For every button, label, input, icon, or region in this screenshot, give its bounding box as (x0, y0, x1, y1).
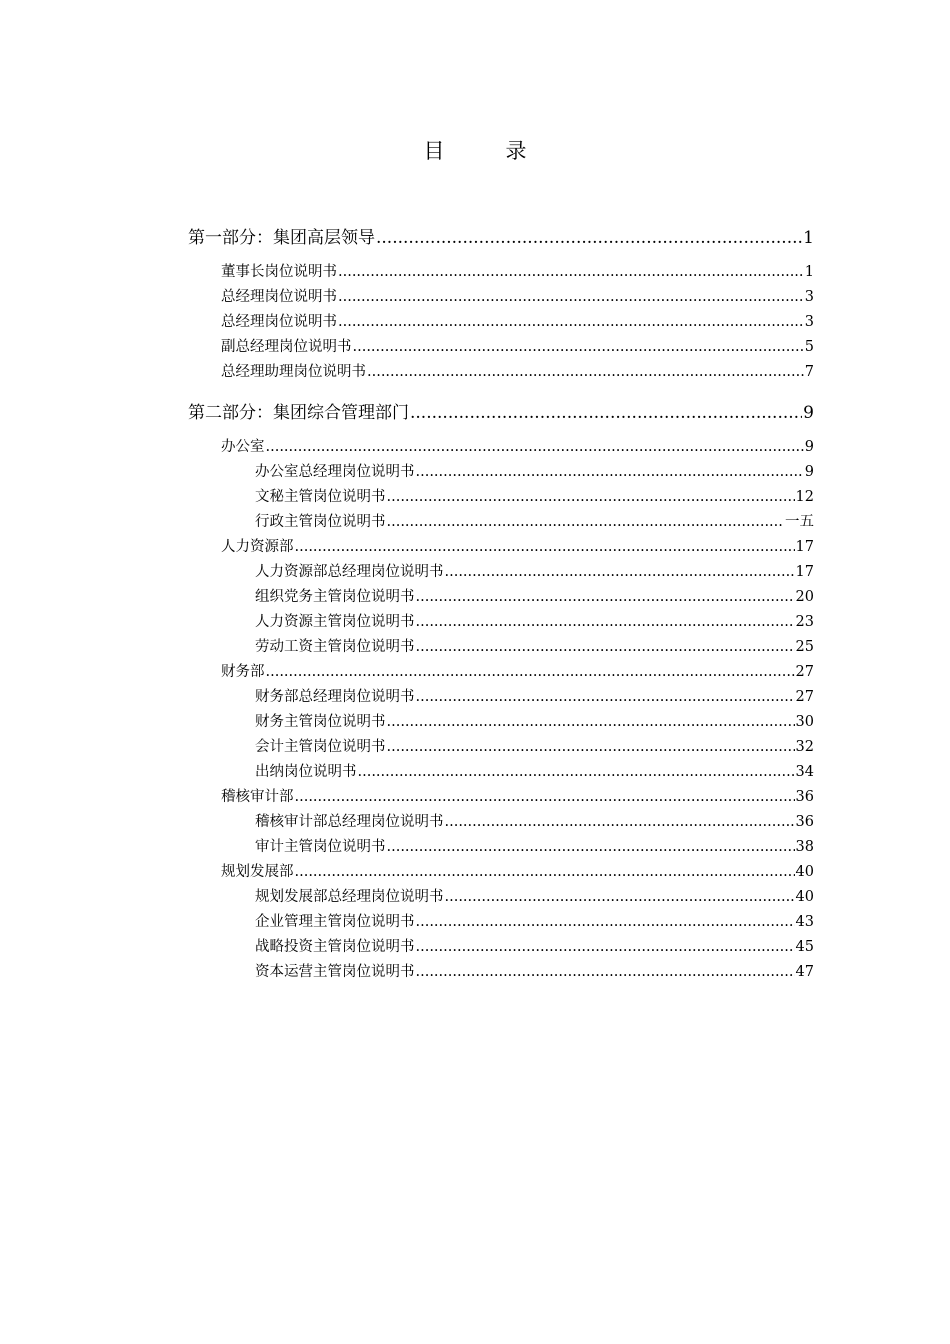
toc-page-number: 47 (795, 964, 814, 980)
toc-leader-dots (338, 310, 804, 335)
toc-entry[interactable] (188, 660, 814, 685)
toc-page-number: 1 (803, 228, 814, 248)
toc-entry-label: 战略投资主管岗位说明书 (255, 939, 415, 955)
toc-entry-label: 总经理岗位说明书 (221, 289, 337, 305)
toc-leader-dots (358, 760, 795, 785)
toc-entry-label: 审计主管岗位说明书 (255, 839, 386, 855)
toc-page-number: 5 (804, 339, 814, 355)
toc-page-number: 7 (804, 364, 814, 380)
toc-page-number: 17 (795, 539, 814, 555)
toc-entry-label: 文秘主管岗位说明书 (255, 489, 386, 505)
toc-section-entry[interactable] (188, 397, 814, 429)
toc-entry[interactable] (188, 285, 814, 310)
toc-entry-label: 副总经理岗位说明书 (221, 339, 352, 355)
toc-leader-dots (387, 735, 795, 760)
toc-leader-dots (387, 835, 795, 860)
toc-entry-label: 办公室总经理岗位说明书 (255, 464, 415, 480)
toc-leader-dots (295, 785, 795, 810)
toc-page-number: 23 (795, 614, 814, 630)
toc-entry[interactable] (188, 535, 814, 560)
toc-leader-dots (266, 435, 804, 460)
toc-page-number: 12 (795, 489, 814, 505)
toc-page-number: 1 (804, 264, 814, 280)
toc-page-number: 一五 (785, 514, 814, 530)
toc-page-number: 43 (795, 914, 814, 930)
toc-leader-dots (416, 460, 804, 485)
toc-subentry[interactable] (188, 810, 814, 835)
page-title: 目 录 (423, 139, 547, 163)
toc-entry-label: 会计主管岗位说明书 (255, 739, 386, 755)
toc-page-number: 17 (795, 564, 814, 580)
toc-entry-label: 人力资源部 (221, 539, 294, 555)
toc-page-number: 40 (795, 864, 814, 880)
toc-entry-label: 规划发展部总经理岗位说明书 (255, 889, 444, 905)
toc-leader-dots (338, 260, 804, 285)
toc-page-number: 32 (795, 739, 814, 755)
toc-page-number: 3 (804, 314, 814, 330)
toc-leader-dots (416, 585, 795, 610)
toc-subentry[interactable] (188, 585, 814, 610)
toc-entry-label: 组织党务主管岗位说明书 (255, 589, 415, 605)
toc-leader-dots (416, 960, 795, 985)
toc-entry-label: 行政主管岗位说明书 (255, 514, 386, 530)
toc-subentry[interactable] (188, 910, 814, 935)
toc-page-number: 36 (795, 814, 814, 830)
toc-page-number: 20 (795, 589, 814, 605)
toc-subentry[interactable] (188, 610, 814, 635)
toc-entry-label: 人力资源主管岗位说明书 (255, 614, 415, 630)
toc-entry-label: 人力资源部总经理岗位说明书 (255, 564, 444, 580)
toc-subentry[interactable] (188, 935, 814, 960)
toc-leader-dots (387, 485, 795, 510)
toc-subentry[interactable] (188, 510, 814, 535)
toc-leader-dots (410, 397, 802, 429)
toc-entry-label: 办公室 (221, 439, 265, 455)
toc-entry[interactable] (188, 860, 814, 885)
toc-entry-label: 出纳岗位说明书 (255, 764, 357, 780)
toc-page-number: 27 (795, 664, 814, 680)
toc-page-number: 30 (795, 714, 814, 730)
toc-page-number: 9 (804, 439, 814, 455)
toc-entry[interactable] (188, 335, 814, 360)
toc-entry-label: 总经理岗位说明书 (221, 314, 337, 330)
toc-leader-dots (445, 885, 795, 910)
toc-leader-dots (387, 510, 785, 535)
toc-leader-dots (416, 685, 795, 710)
toc-page-number: 25 (795, 639, 814, 655)
toc-entry[interactable] (188, 785, 814, 810)
toc-leader-dots (295, 535, 795, 560)
toc-page-number: 36 (795, 789, 814, 805)
toc-leader-dots (416, 935, 795, 960)
toc-subentry[interactable] (188, 885, 814, 910)
toc-entry-label: 劳动工资主管岗位说明书 (255, 639, 415, 655)
toc-leader-dots (367, 360, 804, 385)
toc-page-number: 45 (795, 939, 814, 955)
toc-subentry[interactable] (188, 485, 814, 510)
toc-subentry[interactable] (188, 710, 814, 735)
toc-leader-dots (387, 710, 795, 735)
toc-entry[interactable] (188, 260, 814, 285)
toc-entry-label: 董事长岗位说明书 (221, 264, 337, 280)
table-of-contents (188, 222, 814, 985)
toc-leader-dots (295, 860, 795, 885)
toc-leader-dots (338, 285, 804, 310)
toc-entry-label: 财务部总经理岗位说明书 (255, 689, 415, 705)
toc-subentry[interactable] (188, 685, 814, 710)
toc-entry-label: 规划发展部 (221, 864, 294, 880)
toc-entry-label: 稽核审计部 (221, 789, 294, 805)
toc-entry-label: 财务部 (221, 664, 265, 680)
toc-subentry[interactable] (188, 760, 814, 785)
toc-subentry[interactable] (188, 635, 814, 660)
toc-page-number: 9 (803, 403, 814, 423)
toc-entry[interactable] (188, 435, 814, 460)
toc-entry-label: 财务主管岗位说明书 (255, 714, 386, 730)
toc-leader-dots (416, 610, 795, 635)
toc-entry[interactable] (188, 360, 814, 385)
toc-page-number: 27 (795, 689, 814, 705)
toc-subentry[interactable] (188, 460, 814, 485)
toc-page-number: 3 (804, 289, 814, 305)
toc-page-number: 40 (795, 889, 814, 905)
toc-entry-label: 总经理助理岗位说明书 (221, 364, 366, 380)
toc-page-number: 38 (795, 839, 814, 855)
toc-entry-label: 企业管理主管岗位说明书 (255, 914, 415, 930)
toc-subentry[interactable] (188, 960, 814, 985)
toc-section-label: 第二部分：集团综合管理部门 (188, 403, 409, 423)
toc-leader-dots (445, 560, 795, 585)
toc-page-number: 34 (795, 764, 814, 780)
toc-entry[interactable] (188, 310, 814, 335)
toc-leader-dots (376, 222, 802, 254)
toc-leader-dots (266, 660, 795, 685)
toc-leader-dots (416, 910, 795, 935)
toc-subentry[interactable] (188, 560, 814, 585)
toc-leader-dots (445, 810, 795, 835)
toc-page-number: 9 (804, 464, 814, 480)
toc-section-label: 第一部分：集团高层领导 (188, 228, 375, 248)
toc-section-entry[interactable] (188, 222, 814, 254)
toc-leader-dots (416, 635, 795, 660)
toc-entry-label: 稽核审计部总经理岗位说明书 (255, 814, 444, 830)
toc-subentry[interactable] (188, 835, 814, 860)
toc-entry-label: 资本运营主管岗位说明书 (255, 964, 415, 980)
toc-leader-dots (353, 335, 804, 360)
toc-subentry[interactable] (188, 735, 814, 760)
